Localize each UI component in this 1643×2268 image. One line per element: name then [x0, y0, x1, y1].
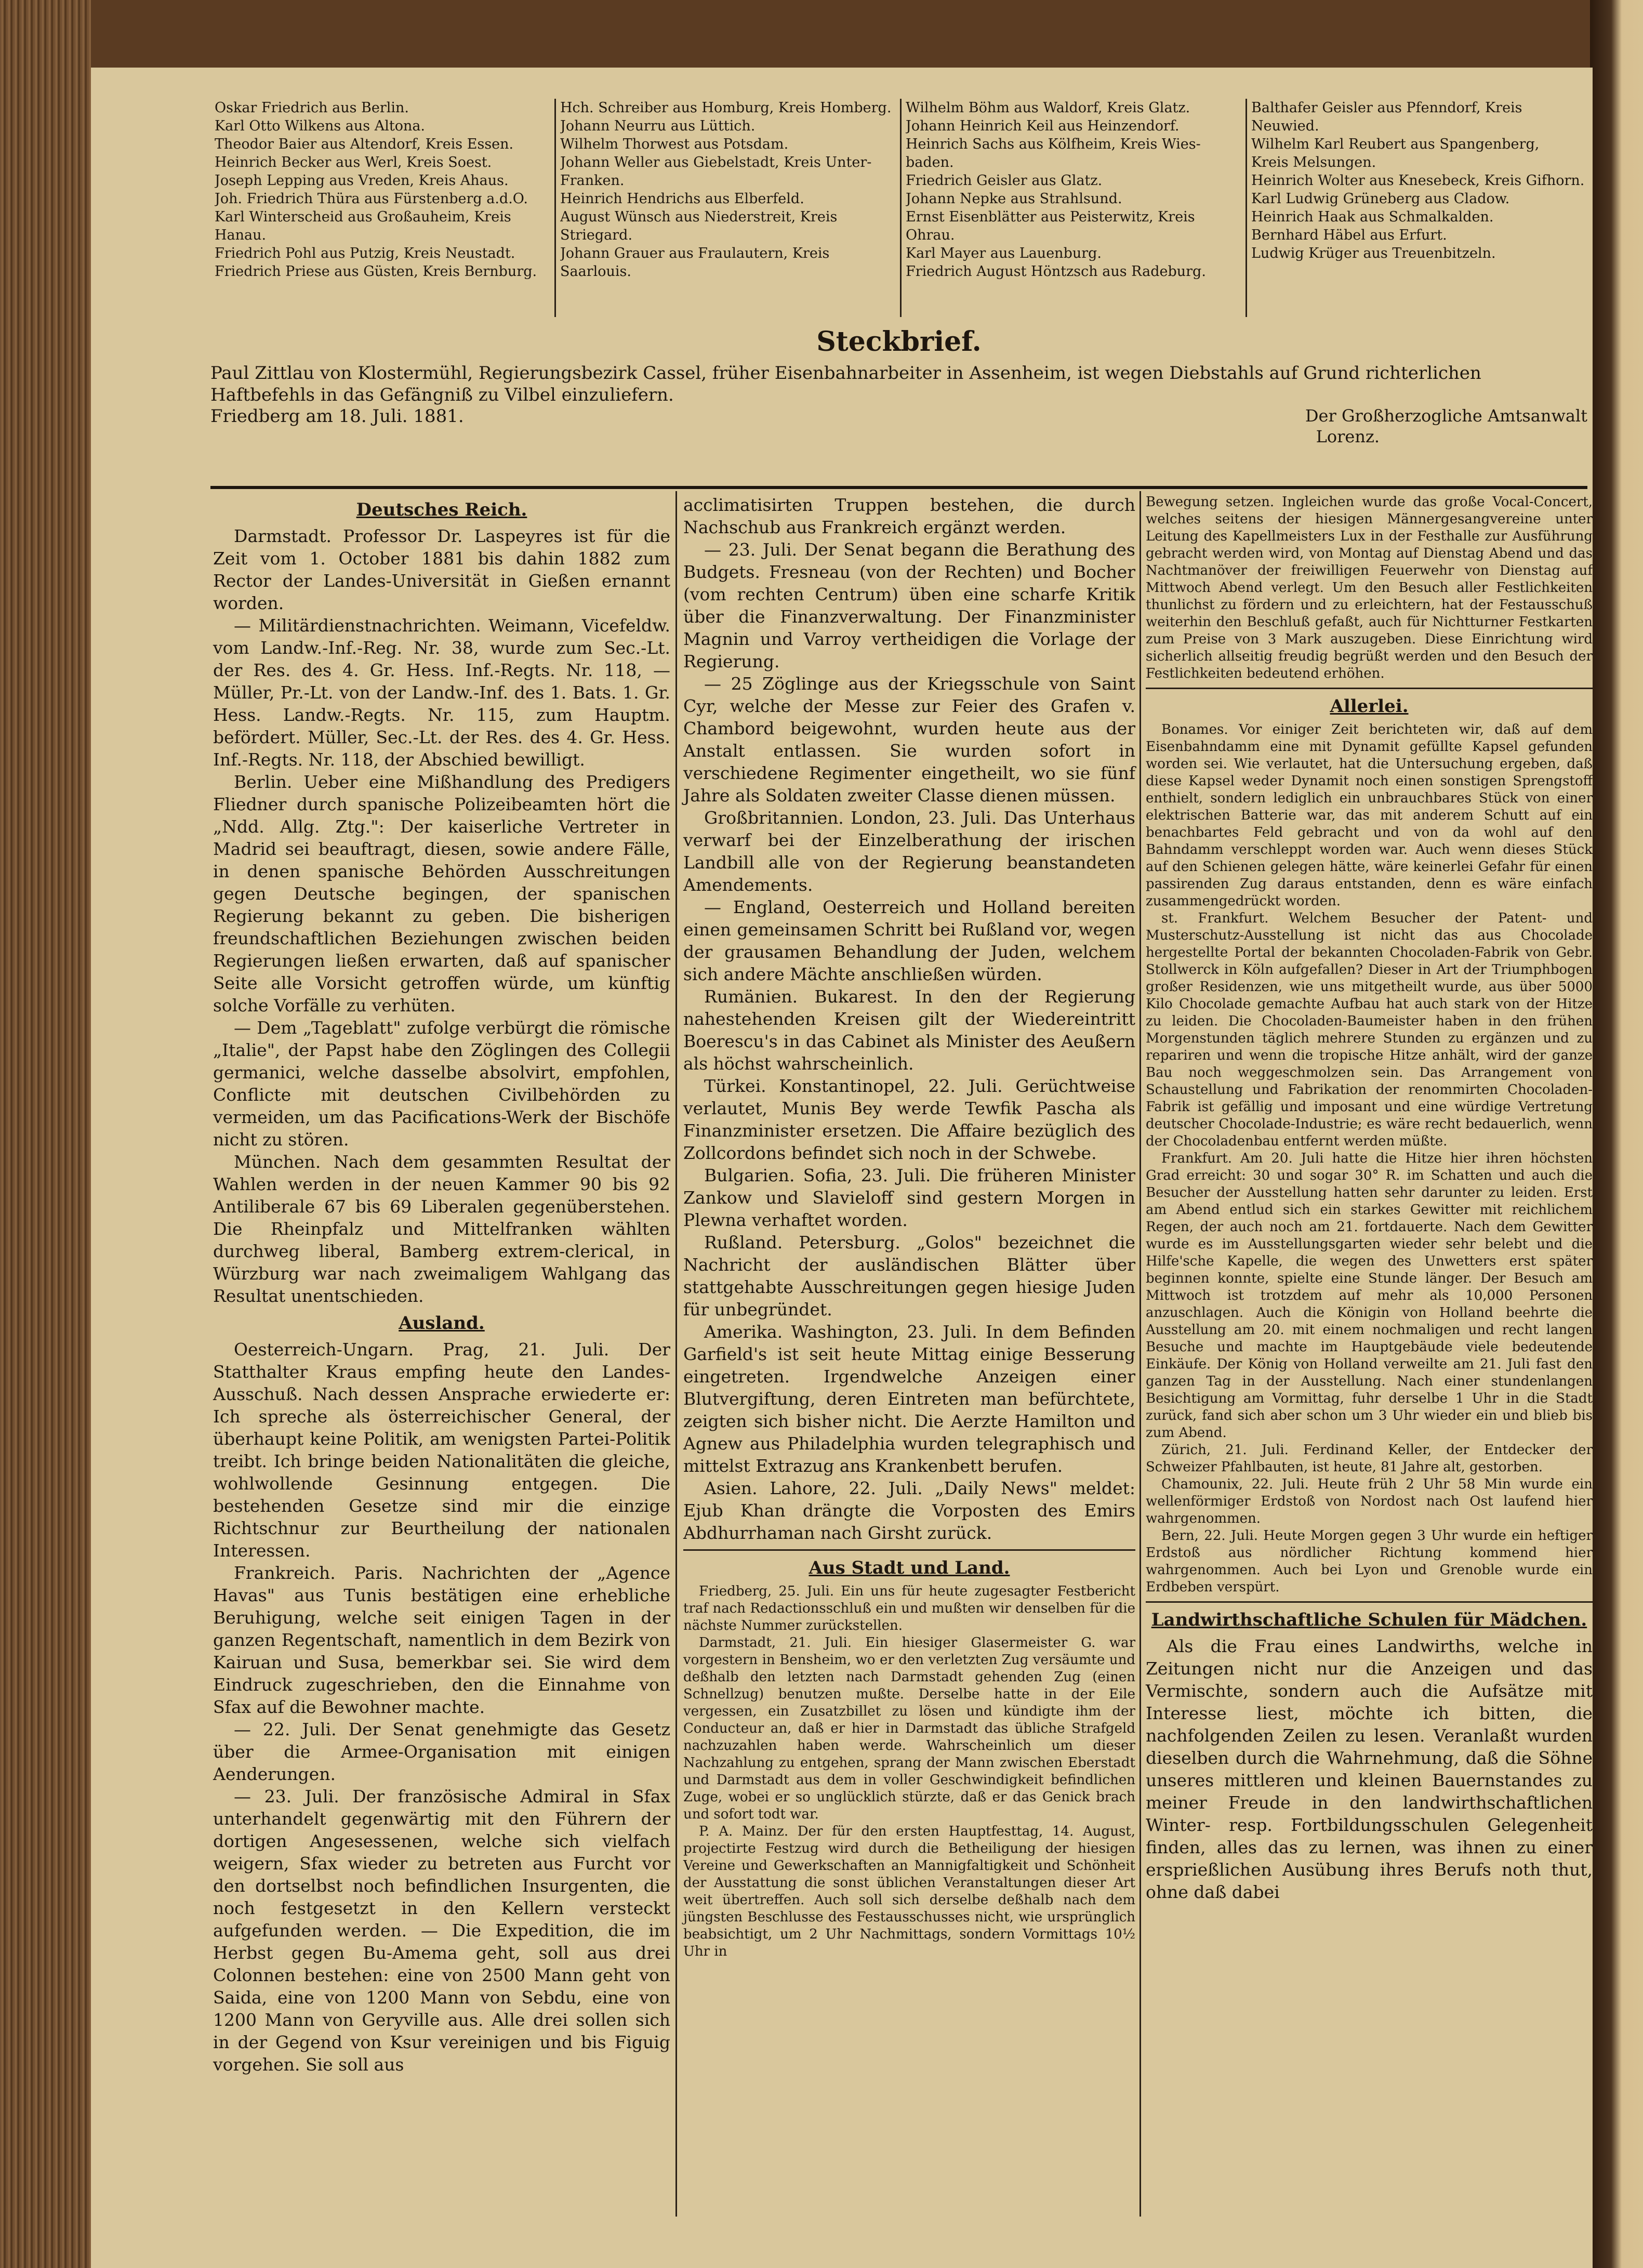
misc-paragraph: Bern, 22. Juli. Heute Morgen gegen 3 Uhr wurde ein heftiger Erdstoß aus nördlicher Richtung kommend hier wahrgenommen. Auch bei Lyon und Grenoble wurde ein Erdbeben verspürt. [1146, 1528, 1593, 1595]
name-entry: Friedrich Pohl aus Putzig, Kreis Neustadt. [215, 245, 515, 261]
local-news-paragraph: Darmstadt, 21. Juli. Ein hiesiger Glasermeister G. war vorgestern in Bensheim, wo er den verletzten Zug versäumte und deßhalb den letzten nach Darmstadt gehenden Zug (einen Schnellzug) benutzen mußte. Derselbe hatte in der Eile vergessen, ein Zusatzbillet zu lösen und kündigte ihm der Conducteur an, daß er hier in Darmstadt das übliche Strafgeld nachzuzahlen haben werde. Wahrscheinlich um dieser Nachzahlung zu entgehen, sprang der Mann zwischen Eberstadt und Darmstadt aus dem in voller Geschwindigkeit befindlichen Zuge, wobei er so unglücklich stürzte, daß er das Genick brach und sofort todt war. [683, 1635, 1135, 1822]
name-entry: Neuwied. [1251, 118, 1319, 134]
name-entry: Kreis Melsungen. [1251, 154, 1376, 170]
name-entry: Heinrich Wolter aus Knesebeck, Kreis Gifhorn. [1251, 173, 1585, 189]
article-paragraph: Rumänien. Bukarest. In den der Regierung nahestehenden Kreisen gilt der Wiedereintritt Boerescu's in das Cabinet als Minister des Aeußern als höchst wahrscheinlich. [683, 986, 1135, 1074]
divider [1146, 688, 1593, 689]
name-entry: Hch. Schreiber aus Homburg, Kreis Homberg. [560, 100, 892, 116]
article-paragraph: Großbritannien. London, 23. Juli. Das Unterhaus verwarf bei der Einzelberathung der irischen Landbill alle von der Regierung beanstandeten Amendements. [683, 808, 1135, 895]
names-list [210, 99, 1593, 317]
article-paragraph: Türkei. Konstantinopel, 22. Juli. Gerüchtweise verlautet, Munis Bey werde Tewfik Pascha als Finanzminister ersetzen. Die Affaire bezüglich des Zollcordons befindet sich noch in der Schwebe. [683, 1076, 1135, 1163]
name-entry: Franken. [560, 173, 625, 189]
heading-ausland: Ausland. [399, 1313, 485, 1334]
article-paragraph: — England, Oesterreich und Holland bereiten einen gemeinsamen Schritt bei Rußland vor, wegen der grausamen Behandlung der Juden, welchem sich andere Mächte anschließen würden. [683, 897, 1135, 984]
name-entry: Saarlouis. [560, 263, 631, 280]
name-entry: Karl Mayer aus Lauenburg. [906, 245, 1102, 261]
heading-deutsches-reich: Deutsches Reich. [356, 499, 527, 520]
name-entry: Ohrau. [906, 227, 955, 243]
name-entry: Joseph Lepping aus Vreden, Kreis Ahaus. [215, 173, 509, 189]
misc-paragraph: st. Frankfurt. Welchem Besucher der Patent- und Musterschutz-Ausstellung ist nicht das aus Chocolade hergestellte Portal der bekannten Chocoladen-Fabrik von Gebr. Stollwerck in Köln aufgefallen? Dieser in Art der Triumphbogen großer Residenzen, wie uns mitgetheilt wurde, aus über 5000 Kilo Chocolade gemachte Aufbau hat auch stark von der Hitze zu leiden. Die Chocoladen-Baumeister haben in den frühen Morgenstunden täglich mehrere Stunden zu ergänzen und zu repariren und wenn die tropische Hitze anhält, wird der ganze Bau noch weggeschmolzen sein. Das Arrangement von Schaustellung und Fabrikation der renommirten Chocoladen-Fabrik ist gefällig und imposant und eine würdige Vertretung deutscher Chocolade-Industrie; es wäre recht bedauerlich, wenn der Chocoladenbau entfernt werden müßte. [1146, 911, 1593, 1149]
name-entry: August Wünsch aus Niederstreit, Kreis [560, 209, 838, 225]
name-entry: Johann Nepke aus Strahlsund. [906, 191, 1122, 207]
article-paragraph: — Dem „Tageblatt" zufolge verbürgt die römische „Italie", der Papst habe den Zöglingen des Collegii germanici, welche dasselbe absolvirt, empfohlen, Conflicte mit deutschen Civilbehörden zu vermeiden, um das Pacifications-Werk der Bischöfe nicht zu stören. [213, 1018, 670, 1150]
local-news-paragraph: Bewegung setzen. Ingleichen wurde das große Vocal-Concert, welches seitens der hiesigen Männergesangvereine unter Leitung des Kapellmeisters Lux in der Festhalle zur Ausführung gebracht werden wird, von Montag auf Dienstag Abend und das Nachtmanöver der freiwilligen Feuerwehr von Dienstag auf Mittwoch Abend verlegt. Um den Besuch aller Festlichkeiten thunlichst zu fördern und zu erleichtern, hat der Festausschuß weiterhin den Beschluß gefaßt, auch für Nichtturner Festkarten zum Preise von 3 Mark auszugeben. Diese Einrichtung wird sicherlich allseitig freudig begrüßt werden und den Besuch der Festlichkeiten bedeutend erhöhen. [1146, 494, 1593, 681]
misc-paragraph: Zürich, 21. Juli. Ferdinand Keller, der Entdecker der Schweizer Pfahlbauten, ist heute, 81 Jahre alt, gestorben. [1146, 1442, 1593, 1475]
names-column-2 [556, 99, 902, 317]
name-entry: Friedrich Priese aus Güsten, Kreis Bernburg. [215, 263, 537, 280]
steckbrief-date: Friedberg am 18. Juli. 1881. [210, 406, 464, 427]
article-paragraph: Rußland. Petersburg. „Golos" bezeichnet die Nachricht der ausländischen Blätter über stattgehabte Ausschreitungen gegen hiesige Juden für unbegründet. [683, 1232, 1135, 1320]
name-entry: Ludwig Krüger aus Treuenbitzeln. [1251, 245, 1496, 261]
article-paragraph: Asien. Lahore, 22. Juli. „Daily News" meldet: Ejub Khan drängte die Vorposten des Emirs Abdhurrhaman nach Girsht zurück. [683, 1478, 1135, 1543]
name-entry: Heinrich Hendrichs aus Elberfeld. [560, 191, 804, 207]
misc-paragraph: Bonames. Vor einiger Zeit berichteten wir, daß auf dem Eisenbahndamm eine mit Dynamit gefüllte Kapsel gefunden worden sei. Wie verlautet, hat die Untersuchung ergeben, daß diese Kapsel weder Dynamit noch einen sonstigen Sprengstoff enthielt, sondern lediglich ein unbrauchbares Stück von einer elektrischen Batterie war, das mit anderem Schutt auf ein benachbartes Feld gebracht und von da wohl auf den Bahndamm verschleppt worden war. Auch wenn dieses Stück auf den Schienen gelegen hätte, wäre keinerlei Gefahr für einen passirenden Zug daraus entstanden, denn es wäre einfach zusammengedrückt worden. [1146, 722, 1593, 909]
local-news-paragraph: Friedberg, 25. Juli. Ein uns für heute zugesagter Festbericht traf nach Redactionsschluß ein und mußten wir denselben für die nächste Nummer zurückstellen. [683, 1584, 1135, 1633]
name-entry: Heinrich Haak aus Schmalkalden. [1251, 209, 1494, 225]
heading-landwirthschaftliche-schulen: Landwirthschaftliche Schulen für Mädchen. [1151, 1610, 1587, 1630]
misc-paragraph: Chamounix, 22. Juli. Heute früh 2 Uhr 58 Min wurde ein wellenförmiger Erdstoß von Nordost nach Ost laufend hier wahrgenommen. [1146, 1476, 1593, 1526]
column-a [213, 494, 670, 2076]
name-entry: Friedrich August Höntzsch aus Radeburg. [906, 263, 1206, 280]
heading-allerlei: Allerlei. [1330, 696, 1409, 717]
name-entry: Karl Winterscheid aus Großauheim, Kreis [215, 209, 511, 225]
names-column-4 [1247, 99, 1593, 317]
article-paragraph: Oesterreich-Ungarn. Prag, 21. Juli. Der Statthalter Kraus empfing heute den Landes-Ausschuß. Nach dessen Ansprache erwiederte er: Ich spreche als österreichischer General, der überhaupt keine Politik, am wenigsten Partei-Politik treibt. Ich bringe beiden Nationalitäten die gleiche, wohlwollende Gesinnung entgegen. Die bestehenden Gesetze sind mir die einzige Richtschnur zur Beurtheilung der nationalen Interessen. [213, 1339, 670, 1561]
steckbrief-signer: Der Großherzogliche Amtsanwalt [1305, 406, 1587, 426]
steckbrief-text: Paul Zittlau von Klostermühl, Regierungsbezirk Cassel, früher Eisenbahnarbeiter in Assenheim, ist wegen Diebstahls auf Grund richterlichen Haftbefehls in das Gefängniß zu Vilbel einzuliefern. [210, 363, 1481, 405]
name-entry: Friedrich Geisler aus Glatz. [906, 173, 1103, 189]
article-paragraph: — 23. Juli. Der französische Admiral in Sfax unterhandelt gegenwärtig mit den Führern der dortigen Angesessenen, welche sich vielfach weigern, Sfax wieder zu betreten aus Furcht vor den dortselbst noch befindlichen Insurgenten, die noch festgesetzt in den Kellern versteckt aufgefunden werden. — Die Expedition, die im Herbst gegen Bu-Amema geht, soll aus drei Colonnen bestehen: eine von 2500 Mann geht von Saida, eine von 1200 Mann von Sebdu, eine von 1200 Mann von Geryville aus. Alle drei sollen sich in der Gegend von Ksur vereinigen und bis Figuig vorgehen. Sie soll aus [213, 1786, 670, 2075]
name-entry: Balthafer Geisler aus Pfenndorf, Kreis [1251, 100, 1522, 116]
divider [683, 1549, 1135, 1551]
misc-paragraph: Frankfurt. Am 20. Juli hatte die Hitze hier ihren höchsten Grad erreicht: 30 und sogar 30° R. im Schatten und auch die Besucher der Ausstellung hatten sehr darunter zu leiden. Erst am Abend entlud sich ein starkes Gewitter mit reichlichem Regen, der auch noch am 21. fortdauerte. Nach dem Gewitter wurde es im Ausstellungsgarten wieder sehr belebt und die Hilfe'sche Kapelle, die wegen des Unwetters erst später beginnen konnte, spielte eine Stunde länger. Der Besuch am Mittwoch ist trotzdem auf mehr als 10,000 Personen anzuschlagen. Auch die Königin von Holland beehrte die Ausstellung am 20. mit einem nochmaligen und recht langen Besuche und machte im Hauptgebäude viele bedeutende Einkäufe. Der König von Holland verweilte am 21. Juli fast den ganzen Tag in der Ausstellung. Nach einer stundenlangen Besichtigung am Vormittag, fuhr derselbe 1 Uhr in die Stadt zurück, fand sich aber schon um 3 Uhr wieder ein und blieb bis zum Abend. [1146, 1151, 1593, 1441]
heading-aus-stadt-und-land: Aus Stadt und Land. [809, 1558, 1010, 1578]
name-entry: Heinrich Becker aus Werl, Kreis Soest. [215, 154, 492, 170]
local-news-paragraph: P. A. Mainz. Der für den ersten Hauptfesttag, 14. August, projectirte Festzug wird durch die Betheiligung der hiesigen Vereine und Gewerkschaften an Mannigfaltigkeit und Schönheit der Ausstattung die sonst üblichen Veranstaltungen dieser Art weit übertreffen. Auch soll sich derselbe deßhalb nach dem jüngsten Beschlusse des Festausschusses nicht, wie ursprünglich beabsichtigt, um 2 Uhr Nachmittags, sondern Vormittags 10½ Uhr in [683, 1824, 1135, 1959]
article-paragraph: Als die Frau eines Landwirths, welche in Zeitungen nicht nur die Anzeigen und das Vermischte, sondern auch die Aufsätze mit Interesse liest, möchte ich bitten, die nachfolgenden Zeilen zu lesen. Veranlaßt wurden dieselben durch die Wahrnehmung, daß die Söhne unseres mittleren und kleinen Bauernstandes zu meiner Freude in den landwirthschaftlichen Winter- resp. Fortbildungsschulen Gelegenheit finden, alles das zu lernen, was ihnen zu einer ersprießlichen Ausübung ihres Berufs noth thut, ohne daß dabei [1146, 1636, 1593, 1902]
name-entry: baden. [906, 154, 954, 170]
article-paragraph: München. Nach dem gesammten Resultat der Wahlen werden in der neuen Kammer 90 bis 92 Antiliberale 67 bis 69 Liberalen gegenüberstehen. Die Rheinpfalz und Mittelfranken wählten durchweg liberal, Bamberg extrem-clerical, in Würzburg war nach zweimaligem Wahlgang das Resultat unentschieden. [213, 1152, 670, 1306]
name-entry: Wilhelm Karl Reubert aus Spangenberg, [1251, 136, 1540, 152]
name-entry: Ernst Eisenblätter aus Peisterwitz, Kreis [906, 209, 1195, 225]
article-paragraph: acclimatisirten Truppen bestehen, die durch Nachschub aus Frankreich ergänzt werden. [683, 495, 1135, 537]
article-paragraph: Bulgarien. Sofia, 23. Juli. Die früheren Minister Zankow und Slavieloff sind gestern Morgen in Plewna verhaftet worden. [683, 1165, 1135, 1230]
column-rule-1 [675, 491, 677, 2217]
next-page-edge [1590, 0, 1643, 2268]
article-paragraph: Berlin. Ueber eine Mißhandlung des Predigers Fliedner durch spanische Polizeibeamten hört die „Ndd. Allg. Ztg.": Der kaiserliche Vertreter in Madrid sei beauftragt, diesen, sowie andere Fälle, in denen spanische Behörden Ausschreitungen gegen Deutsche begingen, der spanischen Regierung bekannt zu geben. Die bisherigen freundschaftlichen Beziehungen zwischen beiden Regierungen ließen erwarten, daß auf spanischer Seite alle Vorsicht getroffen würde, um künftig solche Vorfälle zu verhüten. [213, 772, 670, 1016]
article-paragraph: — 23. Juli. Der Senat begann die Berathung des Budgets. Fresneau (von der Rechten) und Bocher (vom rechten Centrum) üben eine scharfe Kritik über die Finanzverwaltung. Der Finanzminister Magnin und Varroy vertheidigen die Vorlage der Regierung. [683, 539, 1135, 671]
name-entry: Striegard. [560, 227, 633, 243]
name-entry: Karl Ludwig Grüneberg aus Cladow. [1251, 191, 1510, 207]
name-entry: Joh. Friedrich Thüra aus Fürstenberg a.d.O. [215, 191, 528, 207]
column-b [683, 494, 1135, 1960]
name-entry: Oskar Friedrich aus Berlin. [215, 100, 409, 116]
names-column-3 [902, 99, 1247, 317]
newspaper-page [91, 68, 1593, 2268]
name-entry: Johann Weller aus Giebelstadt, Kreis Unter- [560, 154, 872, 170]
book-edge [0, 0, 91, 2268]
name-entry: Johann Grauer aus Fraulautern, Kreis [560, 245, 830, 261]
name-entry: Wilhelm Thorwest aus Potsdam. [560, 136, 789, 152]
name-entry: Karl Otto Wilkens aus Altona. [215, 118, 426, 134]
name-entry: Bernhard Häbel aus Erfurt. [1251, 227, 1447, 243]
name-entry: Johann Neurru aus Lüttich. [560, 118, 756, 134]
name-entry: Theodor Baier aus Altendorf, Kreis Essen. [215, 136, 514, 152]
name-entry: Wilhelm Böhm aus Waldorf, Kreis Glatz. [906, 100, 1190, 116]
article-paragraph: Amerika. Washington, 23. Juli. In dem Befinden Garfield's ist seit heute Mittag einige Besserung eingetreten. Irgendwelche Anzeigen einer Blutvergiftung, deren Eintreten man befürchtete, zeigten sich bisher nicht. Die Aerzte Hamilton und Agnew aus Philadelphia wurden telegraphisch und mittelst Extrazug ans Krankenbett berufen. [683, 1322, 1135, 1476]
names-column-1 [210, 99, 556, 317]
article-paragraph: — Militärdienstnachrichten. Weimann, Vicefeldw. vom Landw.-Inf.-Reg. Nr. 38, wurde zum Sec.-Lt. der Res. des 4. Gr. Hess. Inf.-Regts. Nr. 118, — Müller, Pr.-Lt. von der Landw.-Inf. des 1. Bats. 1. Gr. Hess. Landw.-Regts. Nr. 115, zum Hauptm. befördert. Müller, Sec.-Lt. der Res. des 4. Gr. Hess. Inf.-Regts. Nr. 118, der Abschied bewilligt. [213, 615, 670, 770]
name-entry: Hanau. [215, 227, 267, 243]
article-paragraph: Frankreich. Paris. Nachrichten der „Agence Havas" aus Tunis bestätigen eine erhebliche Beruhigung, welche seit einigen Tagen in der ganzen Regentschaft, namentlich in dem Bezirk von Kairuan und Susa, bemerkbar sei. Sie wird dem Eindruck zugeschrieben, den die Einnahme von Sfax auf die Bewohner machte. [213, 1563, 670, 1717]
steckbrief-notice [210, 325, 1587, 481]
article-paragraph: Darmstadt. Professor Dr. Laspeyres ist für die Zeit vom 1. October 1881 bis dahin 1882 zum Rector der Landes-Universität in Gießen ernannt worden. [213, 526, 670, 613]
name-entry: Johann Heinrich Keil aus Heinzendorf. [906, 118, 1180, 134]
divider [1146, 1601, 1593, 1603]
section-divider [210, 486, 1587, 489]
steckbrief-title: Steckbrief. [816, 326, 982, 358]
column-rule-2 [1140, 491, 1141, 2217]
column-c [1146, 494, 1593, 1903]
steckbrief-name: Lorenz. [1316, 427, 1380, 446]
name-entry: Heinrich Sachs aus Kölfheim, Kreis Wies- [906, 136, 1201, 152]
article-paragraph: — 22. Juli. Der Senat genehmigte das Gesetz über die Armee-Organisation mit einigen Aenderungen. [213, 1719, 670, 1784]
article-paragraph: — 25 Zöglinge aus der Kriegsschule von Saint Cyr, welche der Messe zur Feier des Grafen v. Chambord beigewohnt, wurden heute aus der Anstalt entlassen. Sie wurden sofort in verschiedene Regimenter eingetheilt, wo sie fünf Jahre als Soldaten zweiter Classe dienen müssen. [683, 674, 1135, 806]
